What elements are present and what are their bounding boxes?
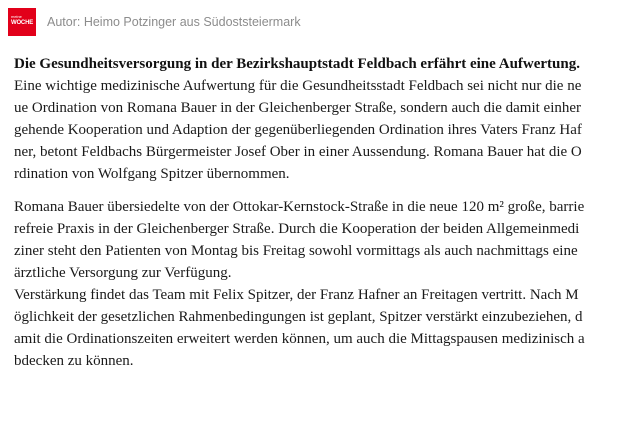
paragraph-line: gehende Kooperation und Adaption der gegenüberliegenden Ordination ihres Vaters Franz Haf xyxy=(14,122,582,138)
paragraph-line: Romana Bauer übersiedelte von der Ottokar-Kernstock-Straße in die neue 120 m² große, barrie xyxy=(14,199,585,215)
article-body xyxy=(14,53,622,372)
paragraph-line: bdecken zu können. xyxy=(14,353,134,369)
author-bar xyxy=(8,8,301,36)
article-lead: Die Gesundheitsversorgung in der Bezirkshauptstadt Feldbach erfährt eine Aufwertung. xyxy=(14,56,580,72)
paragraph-line: amit die Ordinationszeiten erweitert werden können, um auch die Mittagspausen medizinisch a xyxy=(14,331,585,347)
paragraph-line: ue Ordination von Romana Bauer in der Gleichenberger Straße, sondern auch die damit einher xyxy=(14,100,582,116)
paragraph-line: rdination von Wolfgang Spitzer übernommen. xyxy=(14,166,290,182)
paragraph-line: ner, betont Feldbachs Bürgermeister Josef Ober in einer Aussendung. Romana Bauer hat die O xyxy=(14,144,582,160)
paragraph-line: ärztliche Versorgung zur Verfügung. xyxy=(14,265,232,281)
meine-woche-logo xyxy=(8,8,36,36)
paragraph-line: öglichkeit der gesetzlichen Rahmenbedingungen ist geplant, Spitzer verstärkt einzubeziehen, d xyxy=(14,309,583,325)
paragraph-line: Eine wichtige medizinische Aufwertung für die Gesundheitsstadt Feldbach sei nicht nur die ne xyxy=(14,78,582,94)
paragraph-line: ziner steht den Patienten von Montag bis Freitag sowohl vormittags als auch nachmittags eine xyxy=(14,243,578,259)
paragraph-line: refreie Praxis in der Gleichenberger Straße. Durch die Kooperation der beiden Allgemeinmedi xyxy=(14,221,580,237)
logo-text-bottom: WOCHE xyxy=(11,20,33,26)
paragraph-line: Verstärkung findet das Team mit Felix Spitzer, der Franz Hafner an Freitagen vertritt. Nach M xyxy=(14,287,579,303)
author-byline: Autor: Heimo Potzinger aus Südoststeiermark xyxy=(47,15,301,29)
logo-text-top: meine xyxy=(11,14,22,19)
paragraph-spacer xyxy=(14,185,622,196)
